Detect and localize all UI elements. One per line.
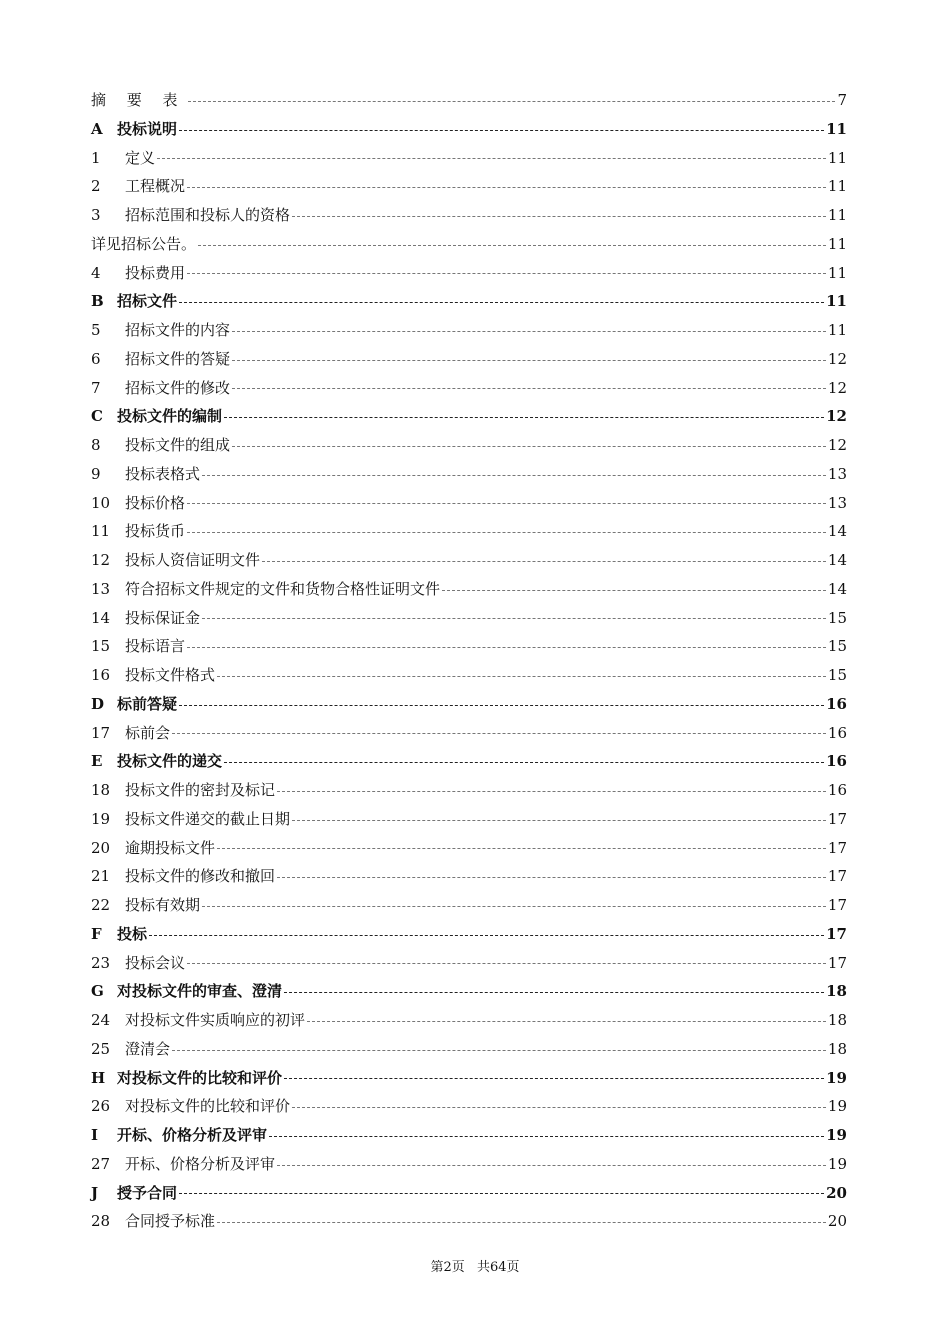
toc-entry-page-number: 15 xyxy=(827,608,847,627)
toc-dot-leader xyxy=(277,1165,826,1166)
toc-dot-leader xyxy=(187,273,826,274)
toc-entry-page-number: 14 xyxy=(827,522,847,541)
toc-dot-leader xyxy=(179,130,824,131)
toc-entry-title: 摘 要 表 xyxy=(91,91,186,109)
toc-dot-leader xyxy=(442,590,826,591)
toc-entry-number: 12 xyxy=(91,551,111,569)
toc-entry-page-number: 11 xyxy=(826,292,847,311)
toc-entry-number: 7 xyxy=(91,378,101,397)
toc-dot-leader xyxy=(202,906,826,907)
toc-entry-title: 详见招标公告。 xyxy=(91,234,197,253)
toc-entry-number: 23 xyxy=(91,953,111,972)
toc-entry-page-number: 12 xyxy=(827,436,847,454)
total-pages-label: 共64页 xyxy=(476,1260,520,1275)
toc-entry[interactable] xyxy=(91,144,847,173)
toc-entry-number: 15 xyxy=(91,637,111,656)
toc-entry-number: E xyxy=(91,752,103,771)
toc-entry-title: 招标文件的内容 xyxy=(125,321,231,339)
toc-entry-number: H xyxy=(91,1068,106,1087)
toc-dot-leader xyxy=(202,618,826,619)
toc-entry-number: 18 xyxy=(91,781,111,799)
toc-entry-number: 4 xyxy=(91,263,101,282)
toc-entry-page-number: 16 xyxy=(827,723,847,742)
toc-entry-page-number: 7 xyxy=(837,91,847,109)
toc-entry[interactable] xyxy=(91,1035,847,1064)
toc-dot-leader xyxy=(217,848,826,849)
toc-entry-number: 5 xyxy=(91,321,101,339)
toc-entry-page-number: 11 xyxy=(827,206,847,224)
toc-entry-page-number: 11 xyxy=(827,177,847,196)
toc-entry-number: 20 xyxy=(91,838,111,857)
toc-entry[interactable] xyxy=(91,891,847,920)
toc-entry-title: 投标文件的递交 xyxy=(117,752,223,771)
toc-entry-title: 合同授予标准 xyxy=(125,1212,216,1231)
toc-entry[interactable] xyxy=(91,632,847,661)
toc-dot-leader xyxy=(224,417,824,418)
toc-entry-page-number: 18 xyxy=(826,982,847,1001)
toc-entry-title: 招标文件的答疑 xyxy=(125,349,231,368)
toc-entry-page-number: 16 xyxy=(826,694,847,713)
toc-entry-number: 21 xyxy=(91,867,111,886)
toc-entry-page-number: 15 xyxy=(827,637,847,656)
toc-dot-leader xyxy=(224,762,824,763)
toc-entry-title: 标前会 xyxy=(125,723,171,742)
toc-entry-page-number: 17 xyxy=(827,953,847,972)
toc-entry[interactable] xyxy=(91,575,847,604)
toc-entry-title: 定义 xyxy=(125,148,156,167)
toc-dot-leader xyxy=(262,561,826,562)
toc-dot-leader xyxy=(269,1136,824,1137)
toc-dot-leader xyxy=(198,245,826,246)
toc-dot-leader xyxy=(277,877,826,878)
toc-entry-title: 标前答疑 xyxy=(117,694,178,713)
toc-entry-title: 工程概况 xyxy=(125,177,186,196)
toc-entry-number: 3 xyxy=(91,206,101,224)
toc-entry-page-number: 11 xyxy=(827,148,847,167)
toc-entry-page-number: 19 xyxy=(827,1097,847,1116)
toc-dot-leader xyxy=(172,733,826,734)
toc-section-entry[interactable] xyxy=(91,287,847,316)
toc-entry-title: 投标文件的组成 xyxy=(125,436,231,454)
toc-entry-number: 22 xyxy=(91,896,111,914)
toc-section-entry[interactable] xyxy=(91,920,847,949)
toc-entry[interactable] xyxy=(91,431,847,460)
current-page-label: 第2页 xyxy=(430,1260,465,1275)
toc-entry[interactable] xyxy=(91,776,847,805)
toc-dot-leader xyxy=(188,101,835,102)
toc-entry-title: 投标价格 xyxy=(125,493,186,512)
toc-section-entry[interactable] xyxy=(91,402,847,431)
toc-entry-number: I xyxy=(91,1126,99,1144)
toc-entry-title: 招标文件 xyxy=(117,292,178,311)
toc-section-entry[interactable] xyxy=(91,1064,847,1093)
toc-dot-leader xyxy=(202,475,826,476)
toc-dot-leader xyxy=(217,676,826,677)
toc-dot-leader xyxy=(187,963,826,964)
toc-entry-number: 8 xyxy=(91,436,101,454)
toc-entry-number: 6 xyxy=(91,349,101,368)
toc-entry-title: 开标、价格分析及评审 xyxy=(117,1126,268,1144)
toc-section-entry[interactable] xyxy=(91,977,847,1006)
toc-dot-leader xyxy=(232,446,826,447)
toc-entry[interactable] xyxy=(91,517,847,546)
toc-dot-leader xyxy=(157,158,826,159)
toc-dot-leader xyxy=(292,820,826,821)
toc-dot-leader xyxy=(292,1107,826,1108)
toc-entry-page-number: 14 xyxy=(827,551,847,569)
toc-section-entry[interactable] xyxy=(91,747,847,776)
toc-entry-title: 投标 xyxy=(117,924,148,943)
toc-entry-page-number: 11 xyxy=(827,263,847,282)
toc-entry[interactable] xyxy=(91,230,847,259)
toc-entry[interactable] xyxy=(91,1006,847,1035)
toc-entry-title: 澄清会 xyxy=(125,1039,171,1058)
toc-dot-leader xyxy=(187,532,826,533)
toc-entry[interactable] xyxy=(91,604,847,633)
toc-entry[interactable] xyxy=(91,460,847,489)
toc-entry-number: 9 xyxy=(91,464,101,483)
toc-entry[interactable] xyxy=(91,862,847,891)
toc-entry-page-number: 16 xyxy=(826,752,847,771)
toc-entry[interactable] xyxy=(91,172,847,201)
toc-entry-title: 对投标文件的比较和评价 xyxy=(125,1097,291,1116)
toc-entry-title: 投标会议 xyxy=(125,953,186,972)
toc-entry[interactable] xyxy=(91,345,847,374)
toc-entry-page-number: 12 xyxy=(827,349,847,368)
toc-entry-number: 19 xyxy=(91,809,111,828)
toc-dot-leader xyxy=(232,360,826,361)
toc-entry-number: G xyxy=(91,982,104,1001)
toc-entry-title: 投标有效期 xyxy=(125,896,201,914)
toc-dot-leader xyxy=(187,647,826,648)
toc-entry[interactable] xyxy=(91,201,847,230)
toc-dot-leader xyxy=(179,302,824,303)
toc-entry-number: C xyxy=(91,407,103,426)
toc-entry-title: 投标文件的修改和撤回 xyxy=(125,867,276,886)
toc-entry[interactable] xyxy=(91,661,847,690)
toc-dot-leader xyxy=(284,992,824,993)
toc-entry-number: 14 xyxy=(91,608,111,627)
toc-entry-title: 对投标文件的比较和评价 xyxy=(117,1068,283,1087)
toc-entry-page-number: 15 xyxy=(827,666,847,684)
toc-dot-leader xyxy=(307,1021,826,1022)
toc-entry[interactable] xyxy=(91,86,847,115)
toc-entry[interactable] xyxy=(91,805,847,834)
toc-entry-number: B xyxy=(91,292,104,311)
toc-dot-leader xyxy=(277,791,826,792)
toc-section-entry[interactable] xyxy=(91,115,847,144)
toc-entry-page-number: 11 xyxy=(827,321,847,339)
toc-entry-title: 投标文件的密封及标记 xyxy=(125,781,276,799)
toc-dot-leader xyxy=(187,187,826,188)
toc-section-entry[interactable] xyxy=(91,690,847,719)
toc-section-entry[interactable] xyxy=(91,1121,847,1150)
toc-entry[interactable] xyxy=(91,374,847,403)
toc-entry-number: J xyxy=(91,1183,99,1202)
toc-dot-leader xyxy=(232,331,826,332)
toc-entry-number: D xyxy=(91,694,105,713)
toc-entry-page-number: 19 xyxy=(827,1154,847,1173)
toc-entry[interactable] xyxy=(91,719,847,748)
toc-entry-page-number: 18 xyxy=(827,1039,847,1058)
toc-entry-number: 25 xyxy=(91,1039,111,1058)
toc-entry-title: 对投标文件实质响应的初评 xyxy=(125,1011,306,1029)
toc-entry-title: 投标语言 xyxy=(125,637,186,656)
toc-entry-page-number: 19 xyxy=(826,1068,847,1087)
toc-entry-title: 逾期投标文件 xyxy=(125,838,216,857)
toc-entry[interactable] xyxy=(91,1150,847,1179)
toc-entry[interactable] xyxy=(91,949,847,978)
toc-entry-page-number: 13 xyxy=(827,493,847,512)
toc-entry-title: 招标范围和投标人的资格 xyxy=(125,206,291,224)
toc-entry-page-number: 19 xyxy=(826,1126,847,1144)
toc-dot-leader xyxy=(187,503,826,504)
toc-dot-leader xyxy=(217,1222,826,1223)
toc-entry-number: 11 xyxy=(91,522,111,541)
toc-entry[interactable] xyxy=(91,489,847,518)
table-of-contents xyxy=(91,86,847,1236)
toc-entry-title: 投标文件的编制 xyxy=(117,407,223,426)
toc-entry-title: 符合招标文件规定的文件和货物合格性证明文件 xyxy=(125,579,441,598)
toc-entry[interactable] xyxy=(91,546,847,575)
toc-entry-title: 投标文件格式 xyxy=(125,666,216,684)
toc-entry-number: 26 xyxy=(91,1097,111,1116)
toc-section-entry[interactable] xyxy=(91,1179,847,1208)
toc-dot-leader xyxy=(179,705,824,706)
toc-entry-title: 投标人资信证明文件 xyxy=(125,551,261,569)
toc-entry-page-number: 11 xyxy=(827,234,847,253)
toc-entry-page-number: 18 xyxy=(827,1011,847,1029)
toc-entry-page-number: 13 xyxy=(827,464,847,483)
toc-entry-page-number: 20 xyxy=(826,1183,847,1202)
toc-entry[interactable] xyxy=(91,316,847,345)
toc-entry[interactable] xyxy=(91,1207,847,1236)
toc-entry-title: 开标、价格分析及评审 xyxy=(125,1154,276,1173)
toc-entry-number: 13 xyxy=(91,579,111,598)
toc-entry-title: 投标说明 xyxy=(117,119,178,138)
toc-entry-page-number: 14 xyxy=(827,579,847,598)
toc-dot-leader xyxy=(284,1078,824,1079)
toc-entry-page-number: 12 xyxy=(826,407,847,426)
toc-entry[interactable] xyxy=(91,259,847,288)
toc-entry-title: 授予合同 xyxy=(117,1183,178,1202)
toc-entry-title: 投标货币 xyxy=(125,522,186,541)
toc-entry-number: 10 xyxy=(91,493,111,512)
toc-entry-number: 24 xyxy=(91,1011,111,1029)
toc-entry[interactable] xyxy=(91,1092,847,1121)
toc-entry-page-number: 17 xyxy=(827,809,847,828)
toc-entry-number: 27 xyxy=(91,1154,111,1173)
toc-entry-number: F xyxy=(91,924,102,943)
toc-entry-page-number: 17 xyxy=(827,867,847,886)
page-footer xyxy=(0,1256,950,1275)
toc-entry-number: 28 xyxy=(91,1212,111,1231)
toc-dot-leader xyxy=(179,1193,824,1194)
toc-entry-title: 投标文件递交的截止日期 xyxy=(125,809,291,828)
toc-entry-page-number: 11 xyxy=(826,119,847,138)
toc-entry-number: 16 xyxy=(91,666,111,684)
toc-dot-leader xyxy=(292,216,826,217)
toc-entry-page-number: 17 xyxy=(827,838,847,857)
toc-entry-title: 投标保证金 xyxy=(125,608,201,627)
toc-dot-leader xyxy=(149,935,824,936)
toc-entry-title: 投标表格式 xyxy=(125,464,201,483)
toc-dot-leader xyxy=(232,388,826,389)
toc-entry-number: 2 xyxy=(91,177,101,196)
toc-entry-number: 1 xyxy=(91,148,101,167)
toc-entry-page-number: 12 xyxy=(827,378,847,397)
toc-entry-title: 招标文件的修改 xyxy=(125,378,231,397)
toc-entry-number: 17 xyxy=(91,723,111,742)
toc-entry[interactable] xyxy=(91,834,847,863)
toc-entry-page-number: 17 xyxy=(827,896,847,914)
toc-entry-title: 投标费用 xyxy=(125,263,186,282)
toc-entry-page-number: 17 xyxy=(826,924,847,943)
toc-entry-page-number: 20 xyxy=(827,1212,847,1231)
toc-entry-page-number: 16 xyxy=(827,781,847,799)
toc-entry-number: A xyxy=(91,119,103,138)
toc-entry-title: 对投标文件的审查、澄清 xyxy=(117,982,283,1001)
toc-dot-leader xyxy=(172,1050,826,1051)
